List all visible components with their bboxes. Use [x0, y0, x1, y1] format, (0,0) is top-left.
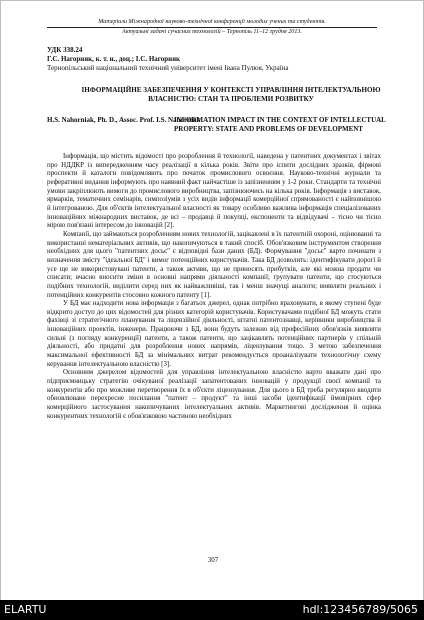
- paragraph: Інформація, що містить відомості про розроблення й технології, наведена у патентних документах і звітах про НДДКР із випередженням часу реалізації в кілька років. Звіти про іспити дослідних зразків, фірмові проспекти й каталоги повідомляють про початок промислового освоєння. Науково-технічні журнали та реферативні видання інформують про наявний факт найчастіше із запізненням у 1-2 роки. Стандарти та технічні умови закріплюють вимоги до промислового виробництва, запізнюючись на кілька років. Інформація з виставок, ярмарків, тематичних семінарів, симпозіумів з усіх видів інформації комерційної спрямованості є найповнішою й інтегрованою. Для об'єктів інтелектуальної власності як товару особливо важлива інформація спеціалізованих інноваційних міжнародних виставок, де всі – продавці й покупці, експоненти та відвідувачі – тісно чи тісно мірою пов'язані інтересом до інновацій [2].: [47, 153, 381, 230]
- title-ukrainian: ІНФОРМАЦІЙНЕ ЗАБЕЗПЕЧЕННЯ У КОНТЕКСТІ УПРАВЛІННЯ ІНТЕЛЕКТУАЛЬНОЮ ВЛАСНІСТЮ: СТАН ТА ПРОБЛЕМИ РОЗВИТКУ: [81, 86, 381, 103]
- article-body: [47, 153, 381, 421]
- title-english: INFORMATION IMPACT IN THE CONTEXT OF INTELLECTUAL PROPERTY: STATE AND PROBLEMS OF DEVELOPMENT: [174, 116, 386, 133]
- repository-name: ELARTU: [4, 603, 47, 616]
- page-number: 307: [207, 556, 219, 564]
- repository-footer: [0, 600, 424, 620]
- authors-ukrainian: Г.С. Нагорняк, к. т. н., доц.; І.С. Нагорняк: [47, 55, 181, 63]
- paragraph: Компанії, що займаються розробленням нових технологій, зацікавлені в їх патентній охороні, оцінюванні та використанні нематеріальних активів, що накопичуються в такий спосіб. Обов'язковим інструментом створення необхідних для цього "патентних досьє" є відповідні бази даних (БД). Формування "досьє" варто починати з визначення змісту "ідеальної БД" і вимог потенційних користувачів. Така БД дозволить: ідентифікувати дорогі й усе ще не використовувані патенти, а також активи, що не приносять прибутків, але які можна продати чи списати; вчасно вносити зміни в основні напрями діяльності компанії; групувати патенти, що стосуються подібних технологій, виділити серед них як найважливіші, так і менш значущі аналоги; виявляти реальних і потенційних конкурентів стосовно кожного патенту [1].: [47, 230, 381, 299]
- udk-code: УДК 338.24: [47, 46, 83, 54]
- conference-header: [47, 18, 377, 36]
- paragraph: Основним джерелом відомостей для управління інтелектуальною власністю варто вважати дані про підприємницьку стратегію очікуваної реалізації запатентованих інновацій у продукції своєї компанії та конкурентів або про можливе перетворення їх в об'єкти ліцензування. Для цього в БД треба регулярно вводити обновлюване перехресне посилання "патент – продукт" та інші засоби ідентифікації ймовірних сфер комерційного застосування накопичуваних інтелектуальних активів. Маркетингові дослідження й оцінка конкурентних технологій є обов'язковою частиною необхідних: [47, 369, 381, 420]
- affiliation: Тернопільський національний технічний університет імені Івана Пулюя, Україна: [47, 64, 289, 72]
- paragraph: У БД має надходити нова інформація з багатьох джерел, однак потрібно враховувати, в якому ступені буде відкрито доступ до цих відомостей для різних категорій користувачів. Користувачами подібної БД можуть стати фахівці зі стратегічного планування та ліцензійної діяльності, штатні патентознавці, керівники виробництва й інноваційних проектів, інженери. Працюючи з БД, вони будуть залежно від професійних обов'язків виявляти сильні (з погляду конкуренції) патенти, а також патенти, що зацікавлять потенційних партнерів у спільній діяльності, або придатні для розроблення нових напрямів, ліцензування тощо. З метою забезпечення максимальної ефективності БД за мінімальних витрат рекомендується проаналізувати технологічну схему керування інтелектуальною власністю [3].: [47, 300, 381, 368]
- handle-id: hdl:123456789/5065: [302, 603, 418, 616]
- authors-english: H.S. Nahorniak, Ph. D., Assoc. Prof. I.S. Nahorniak: [47, 116, 201, 124]
- header-line-2: Актуальні задачі сучасних технологій – Тернопіль 11–12 грудня 2013.: [122, 29, 302, 35]
- header-line-1: Матеріали Міжнародної науково-технічної конференції молодих учених та студентів.: [98, 19, 326, 25]
